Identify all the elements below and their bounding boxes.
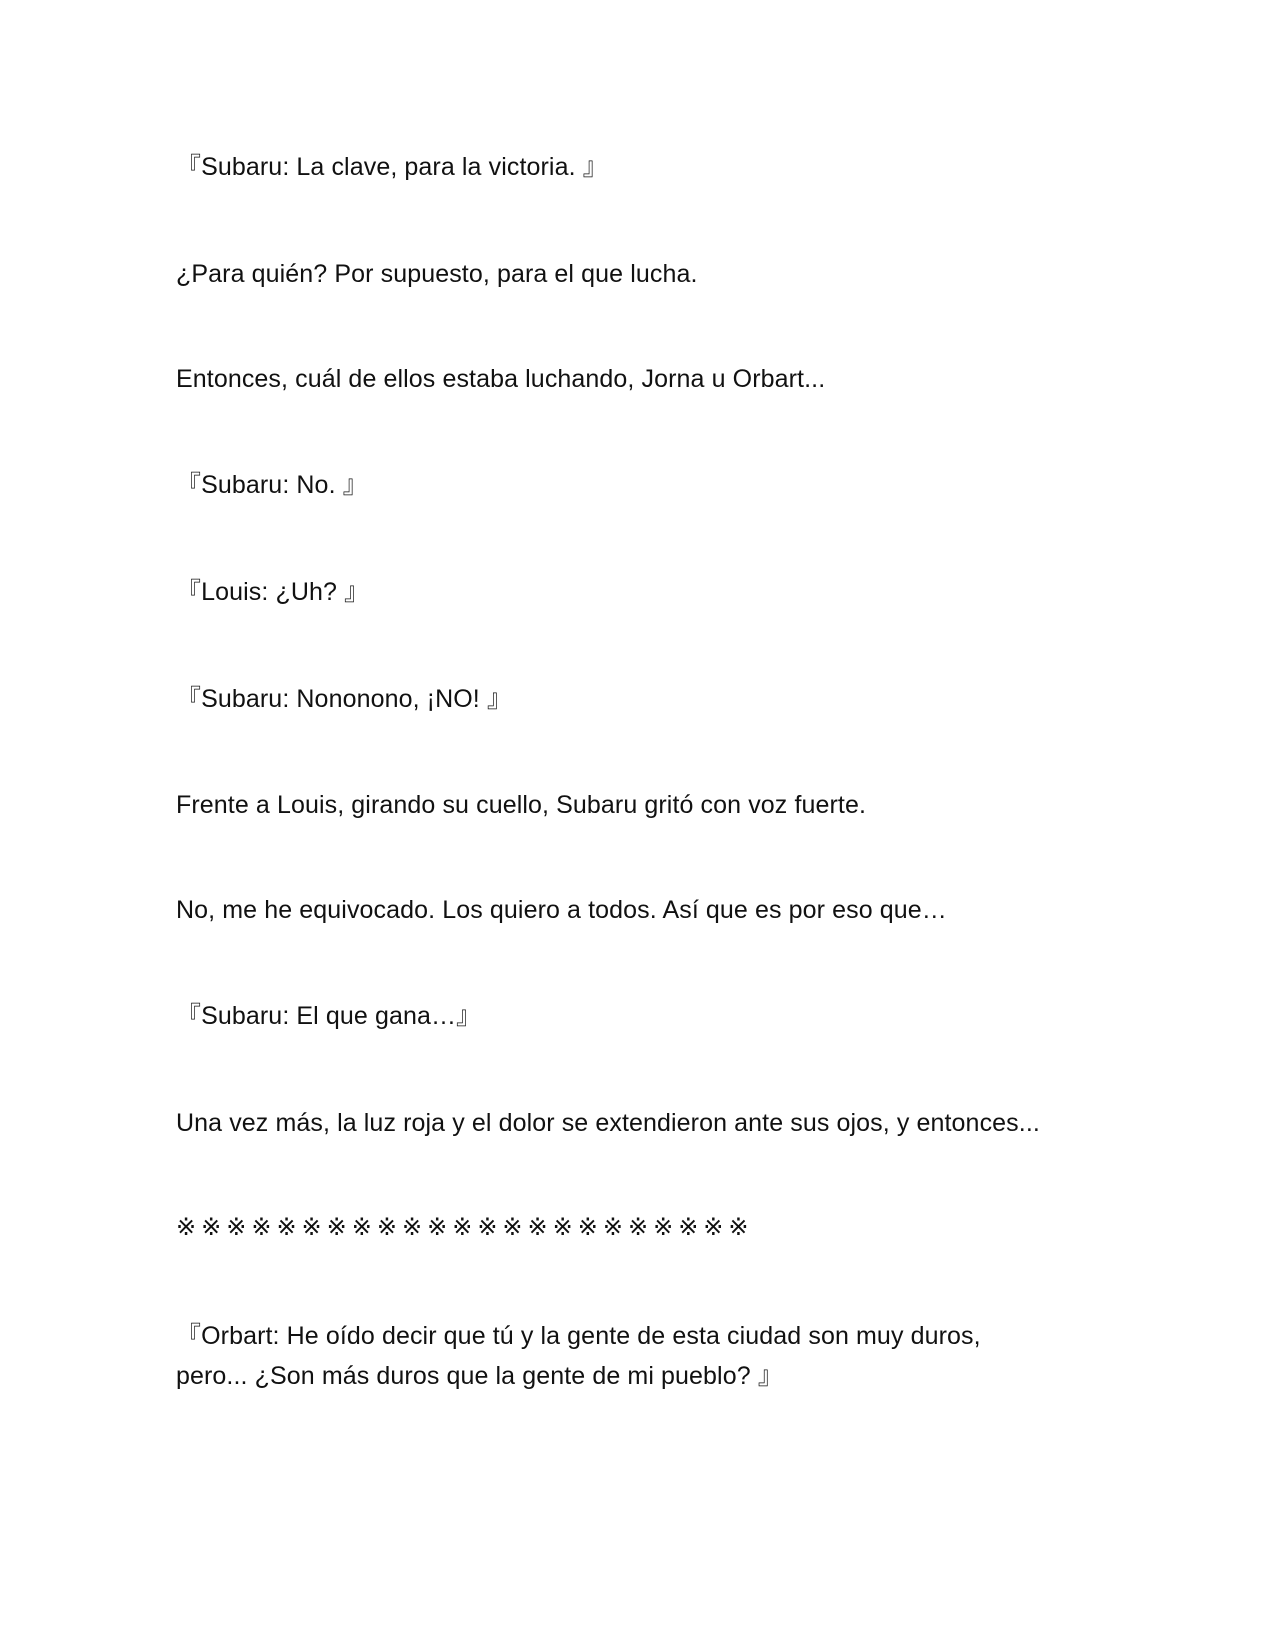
dialogue-orbart: 『Orbart: He oído decir que tú y la gente de esta ciudad son muy duros, pero... ¿Son más duros que la gente de mi pueblo? 』	[176, 1322, 981, 1390]
narration-entonces-cual: Entonces, cuál de ellos estaba luchando, Jorna u Orbart...	[176, 365, 826, 393]
dialogue-subaru-clave: 『Subaru: La clave, para la victoria. 』	[176, 153, 608, 181]
narration-una-vez-mas: Una vez más, la luz roja y el dolor se extendieron ante sus ojos, y entonces...	[176, 1109, 1040, 1137]
scene-separator: ※※※※※※※※※※※※※※※※※※※※※※※	[176, 1214, 754, 1241]
narration-para-quien: ¿Para quién? Por supuesto, para el que lucha.	[176, 260, 698, 288]
narration-frente-a-louis: Frente a Louis, girando su cuello, Subaru gritó con voz fuerte.	[176, 791, 867, 819]
dialogue-subaru-el-que-gana: 『Subaru: El que gana…』	[176, 1002, 482, 1030]
narration-me-he-equivocado: No, me he equivocado. Los quiero a todos. Así que es por eso que…	[176, 896, 947, 924]
dialogue-louis-uh: 『Louis: ¿Uh? 』	[176, 578, 370, 606]
dialogue-subaru-nononono: 『Subaru: Nononono, ¡NO! 』	[176, 685, 512, 713]
dialogue-subaru-no: 『Subaru: No. 』	[176, 471, 368, 499]
